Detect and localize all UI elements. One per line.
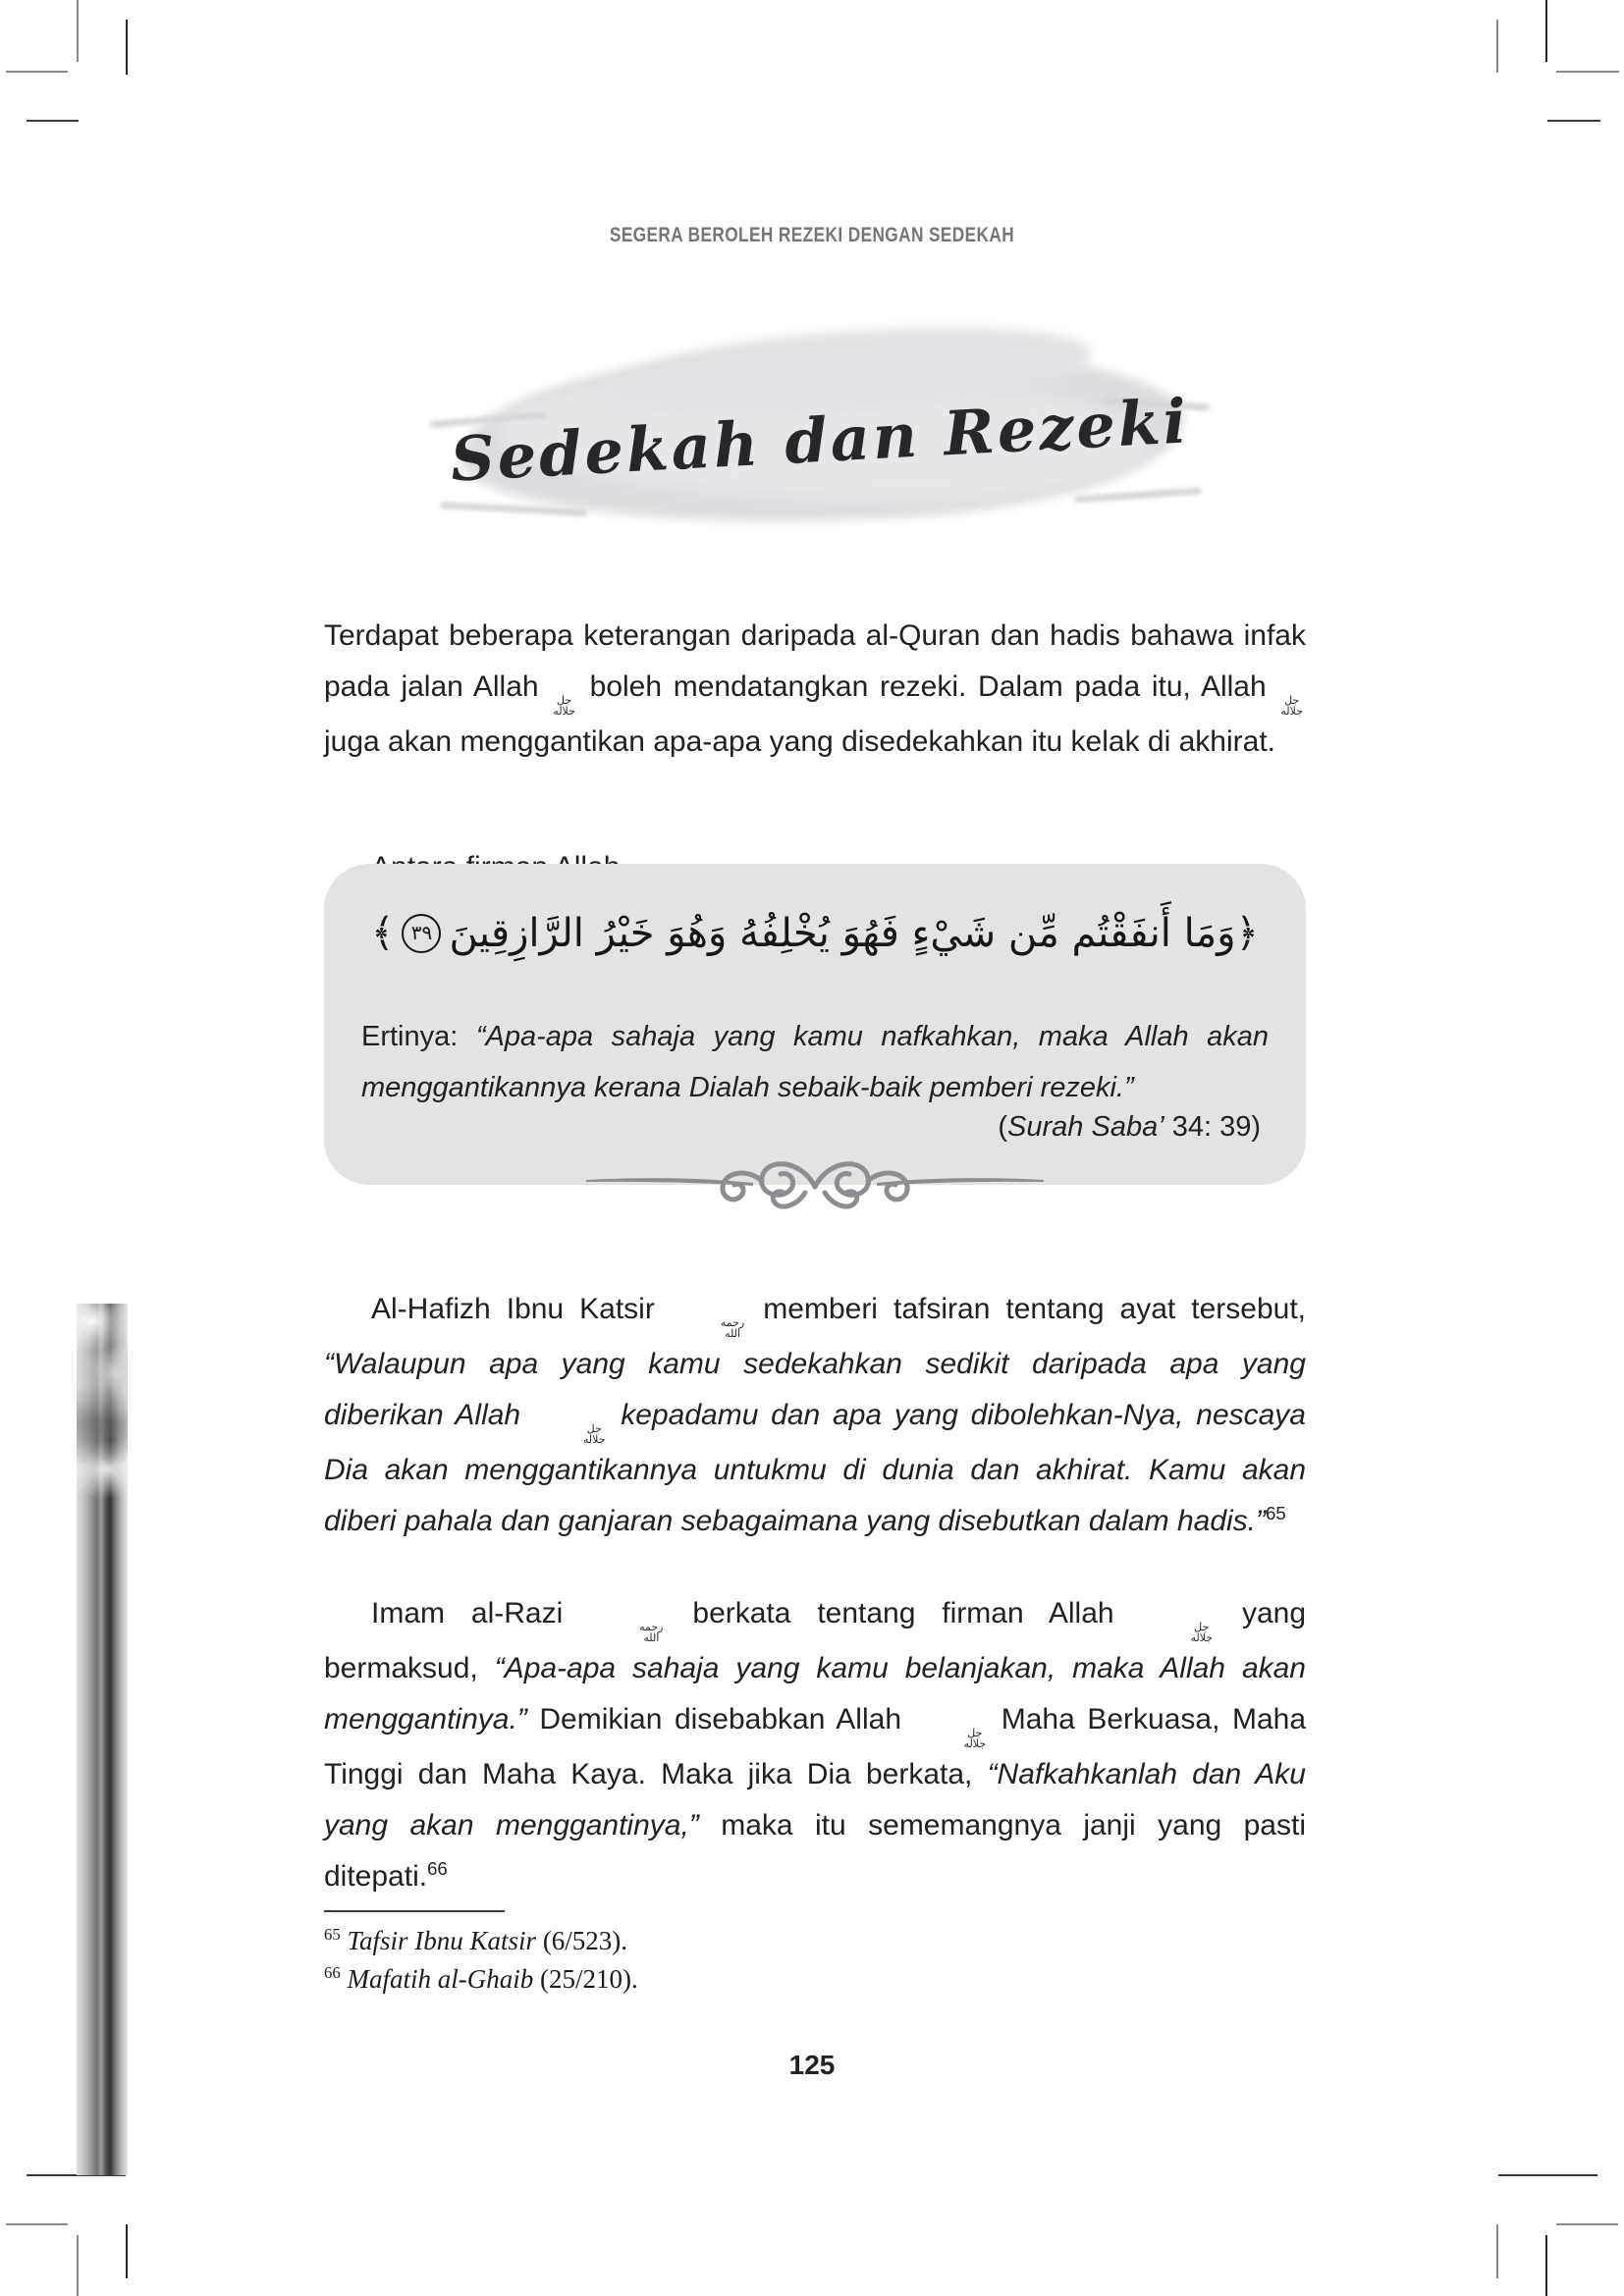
margin-photo bbox=[77, 1304, 128, 2175]
arabic-verse bbox=[324, 870, 1306, 997]
paragraph-ibnu-katsir bbox=[324, 1284, 1306, 1547]
trim-mark bbox=[1545, 0, 1547, 62]
trim-mark bbox=[6, 2223, 68, 2225]
text-run: ( bbox=[998, 1111, 1008, 1143]
footnote-marker: 65 bbox=[324, 1925, 341, 1944]
honorific-line: جلاله bbox=[1280, 705, 1303, 718]
page-number: 125 bbox=[788, 2050, 836, 2080]
text-run: ﴿وَمَا أَنفَقْتُم مِّن شَيْءٍ فَهُوَ يُخْلِفُهُ وَهُوَ خَيْرُ الرَّازِقِينَ bbox=[449, 911, 1259, 956]
honorific-rahim-icon bbox=[674, 1317, 744, 1339]
paragraph-intro bbox=[324, 611, 1306, 768]
paragraph-al-razi bbox=[324, 1588, 1306, 1902]
italic-run: Tafsir Ibnu Katsir bbox=[340, 1926, 537, 1955]
text-run: 34: 39) bbox=[1164, 1111, 1261, 1143]
trim-mark bbox=[1556, 2223, 1618, 2225]
chapter-title: Sedekah dan Rezeki bbox=[449, 384, 1191, 496]
italic-run: Surah Saba’ bbox=[1007, 1111, 1164, 1143]
honorific-jalla-icon bbox=[917, 1728, 987, 1749]
honorific-line: جلاله bbox=[963, 1737, 987, 1750]
honorific-jalla-icon bbox=[553, 695, 575, 717]
trim-mark bbox=[1498, 2174, 1597, 2176]
trim-mark bbox=[1556, 71, 1619, 73]
footnote-marker: 66 bbox=[324, 1963, 341, 1982]
text-run: Maha Berkuasa, Maha Tinggi dan Maha Kaya. Maka jika Dia berkata, bbox=[324, 1703, 1307, 1790]
footnote-rule bbox=[324, 1910, 505, 1912]
trim-mark bbox=[1496, 2224, 1498, 2278]
honorific-line: جل bbox=[1194, 1621, 1210, 1633]
trim-mark bbox=[126, 2224, 128, 2278]
text-run: Terdapat beberapa keterangan daripada al-Quran dan hadis bahawa infak pada jalan Allah bbox=[324, 619, 1306, 703]
text-run: memberi tafsiran tentang ayat tersebut, bbox=[747, 1293, 1306, 1325]
honorific-line: الله bbox=[643, 1631, 660, 1644]
trim-mark bbox=[77, 0, 79, 62]
italic-run: “Walaupun apa yang kamu sedekahkan sedikit daripada apa yang diberikan Allah bbox=[324, 1348, 1306, 1431]
italic-run: kepadamu dan apa yang dibolehkan-Nya, nescaya Dia akan menggantikannya untukmu di dunia dan akhirat. Kamu akan diberi pahala dan ganjaran sebagaimana yang disebutkan dalam hadis.” bbox=[324, 1399, 1306, 1537]
ayah-number-badge: ٣٩ bbox=[402, 914, 441, 953]
text-run: Demikian disebabkan Allah bbox=[526, 1703, 914, 1735]
text-run: Al-Hafizh Ibnu Katsir bbox=[371, 1293, 671, 1325]
trim-mark bbox=[126, 20, 128, 75]
trim-mark bbox=[1496, 20, 1498, 73]
quran-verse-box bbox=[324, 864, 1306, 1185]
text-run: ﴾ bbox=[371, 911, 395, 956]
italic-run: “Apa-apa sahaja yang kamu belanjakan, maka Allah akan menggantinya.” bbox=[324, 1652, 1306, 1735]
honorific-rahim-icon bbox=[592, 1622, 663, 1643]
trim-mark bbox=[1547, 120, 1600, 122]
italic-run: Mafatih al-Ghaib bbox=[340, 1964, 534, 1994]
text-run: boleh mendatangkan rezeki. Dalam pada itu, Allah bbox=[577, 670, 1278, 703]
honorific-line: جل bbox=[557, 694, 572, 707]
honorific-line: جل bbox=[1284, 694, 1300, 707]
honorific-line: جل bbox=[586, 1422, 602, 1435]
text-run: (6/523). bbox=[536, 1926, 628, 1955]
running-head: SEGERA BEROLEH REZEKI DENGAN SEDEKAH bbox=[609, 224, 1015, 246]
trim-mark bbox=[27, 120, 79, 122]
honorific-line: رحمه bbox=[720, 1316, 745, 1329]
footnotes bbox=[324, 1922, 1011, 1999]
verse-translation bbox=[361, 1011, 1269, 1113]
footnote-marker: 66 bbox=[427, 1858, 448, 1879]
footnote-marker: 65 bbox=[1266, 1503, 1286, 1523]
text-run: Ertinya: bbox=[361, 1021, 476, 1052]
italic-run: “Apa-apa sahaja yang kamu nafkahkan, maka Allah akan menggantikannya kerana Dialah sebaik-baik pemberi rezeki.” bbox=[361, 1021, 1269, 1103]
flourish-ornament-icon bbox=[584, 1149, 1046, 1220]
italic-run: “Nafkahkanlah dan Aku yang akan menggantinya,” bbox=[324, 1758, 1306, 1842]
honorific-line: الله bbox=[725, 1327, 741, 1340]
text-run: Imam al-Razi bbox=[371, 1597, 590, 1629]
chapter-title-block bbox=[430, 322, 1210, 558]
verse-reference bbox=[998, 1111, 1261, 1144]
trim-mark bbox=[1545, 2235, 1547, 2296]
trim-mark bbox=[77, 2235, 79, 2296]
honorific-line: جلاله bbox=[1190, 1631, 1214, 1644]
text-run: (25/210). bbox=[533, 1964, 638, 1994]
honorific-jalla-icon bbox=[1280, 695, 1303, 717]
footnote-65 bbox=[324, 1922, 1011, 1960]
honorific-line: رحمه bbox=[639, 1621, 664, 1633]
honorific-line: جلاله bbox=[582, 1433, 606, 1446]
honorific-line: جلاله bbox=[553, 705, 575, 718]
honorific-jalla-icon bbox=[1143, 1622, 1213, 1643]
honorific-line: جل bbox=[967, 1727, 983, 1739]
text-run: yang bermaksud, bbox=[324, 1597, 1307, 1684]
text-run: maka itu sememangnya janji yang pasti ditepati. bbox=[324, 1809, 1306, 1893]
text-run: juga akan menggantikan apa-apa yang disedekahkan itu kelak di akhirat. bbox=[324, 725, 1275, 758]
footnote-66 bbox=[324, 1960, 1011, 1999]
honorific-jalla-icon bbox=[536, 1423, 606, 1445]
trim-mark bbox=[6, 71, 68, 73]
text-run: berkata tentang firman Allah bbox=[666, 1597, 1141, 1629]
